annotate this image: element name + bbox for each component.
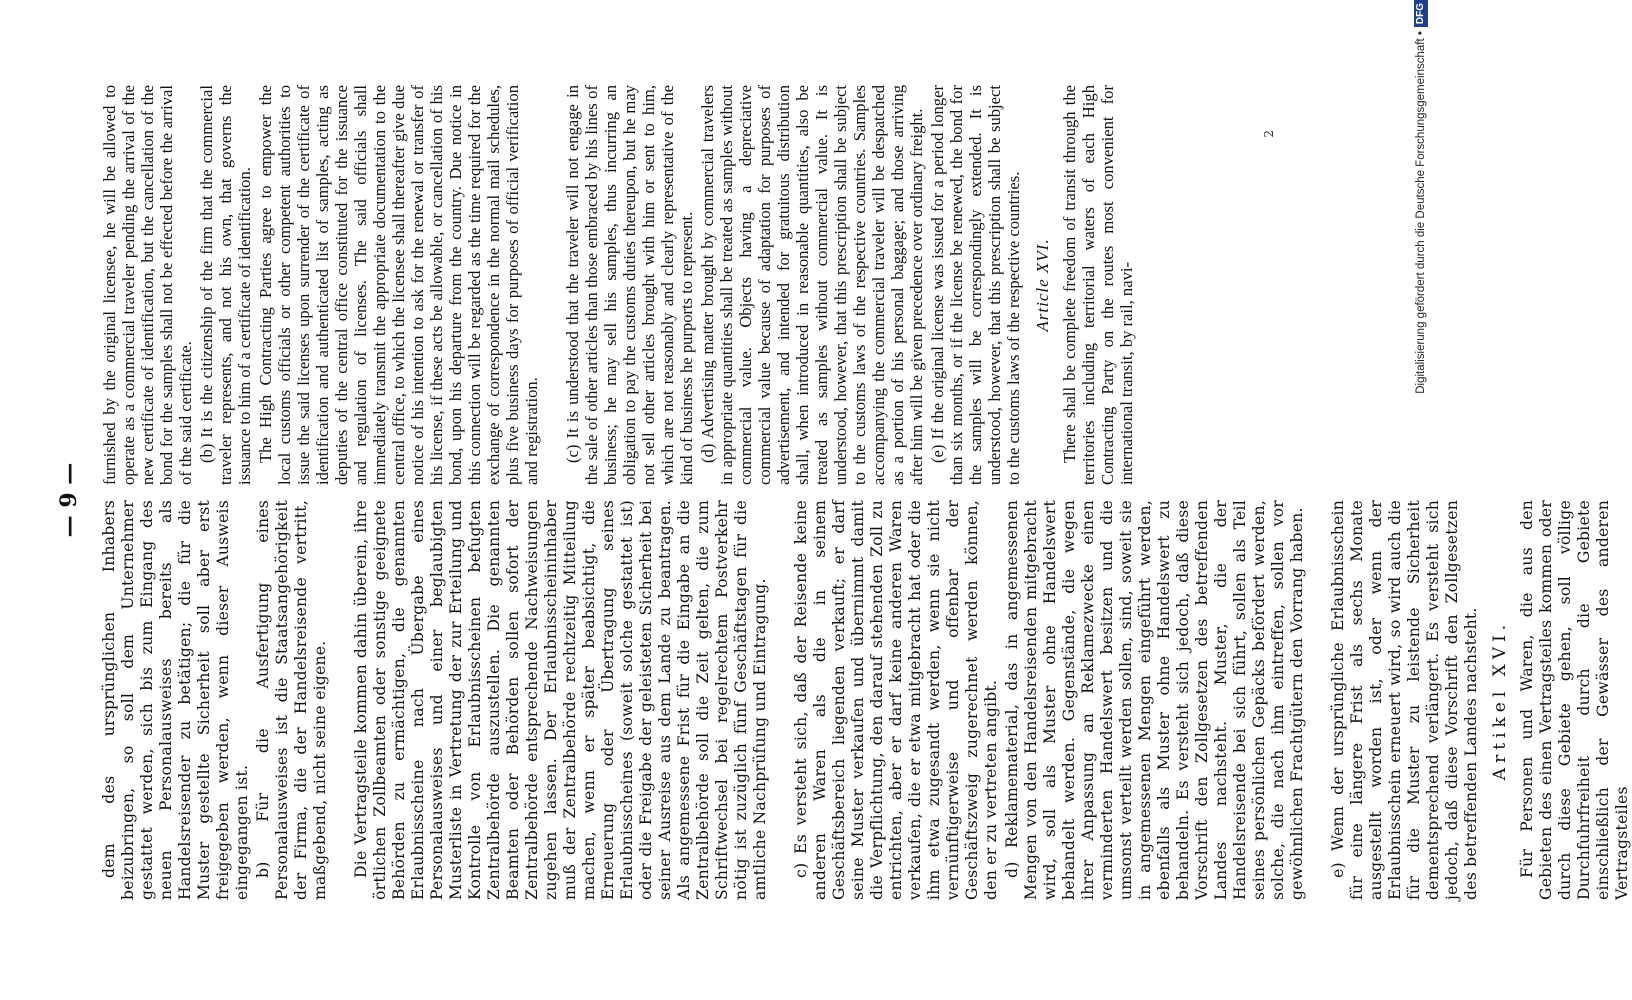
german-paragraph-5: d) Reklamematerial, das in angemessenen Mengen von den Handelsreisenden mitgebracht wird, soll als Muster ohne Handelswert behandelt werden. Gegenstände, die wegen ihrer Anpassung an Reklamezwecke einen verminderten Handelswert besitzen und die umsonst verteilt werden sollen, sind, soweit sie in angemessenen Mengen eingeführt werden, ebenfalls als Muster ohne Handelswert zu behandeln. Es versteht sich jedoch, daß diese Vorschrift den Zollgesetzen des betreffenden Landes nachsteht. Muster, die der Handelsreisende bei sich führt, sollen als Teil seines persönlichen Gepäcks befördert werden, solche, die nach ihm eintreffen, sollen vor gewöhnlichen Frachtgütern den Vorrang haben. xyxy=(1003,500,1306,900)
credit-text: Digitalisierung gefördert durch die Deutsche Forschungsgemeinschaft • xyxy=(1415,31,1427,394)
english-paragraph-3: The High Contracting Parties agree to empower the local customs officials or other competent authorities to issue the said licenses upon surrender of the certificate of identification and authenticated list of samples, acting as deputies of the central office constituted for the issuance and regulation of licenses. The said officials shall immediately transmit the appropriate documentation to the central office, to which the licensee shall thereafter give due notice of his intention to ask for the renewal or transfer of his license, if these acts be allowable, or cancellation of his bond, upon his departure from the country. Due notice in this connection will be regarded as the time required for the exchange of correspondence in the normal mail schedules, plus five business days for purposes of official verification and registration. xyxy=(256,85,541,485)
german-paragraph-4: c) Es versteht sich, daß der Reisende keine anderen Waren als die in seinem Geschäftsbereich liegenden verkauft; er darf seine Muster verkaufen und übernimmt damit die Verpflichtung, den darauf stehenden Zoll zu entrichten, aber er darf keine anderen Waren verkaufen, die er etwa mitgebracht hat oder die ihm etwa zugesandt werden, wenn sie nicht vernünftigerweise und offenbar der Geschäftszweig zugerechnet werden können, den er zu vertreten angibt. xyxy=(792,500,1000,900)
german-paragraph-2: b) Für die Ausfertigung eines Personalausweises ist die Staatsangehörigkeit der Firma, die der Handelsreisende vertritt, maßgebend, nicht seine eigene. xyxy=(254,500,329,900)
english-paragraph-4: (c) It is understood that the traveler will not engage in the sale of other articles than those embraced by his lines of business; he may sell his samples, thus incurring an obligation to pay the customs duties thereupon, but he may not sell other articles brought with him or sent to him, which are not reasonably and clearly representative of the kind of business he purports to represent. xyxy=(563,85,696,485)
english-final-paragraph: There shall be complete freedom of transit through the territories including territorial waters of each High Contracting Party on the routes most convenient for international transit, by rail, navi- xyxy=(1060,85,1136,485)
english-article-heading: Article XVI. xyxy=(1033,238,1052,332)
english-paragraph-6: (e) If the original license was issued for a period longer than six months, or if the license be renewed, the bond for the samples will be correspondingly extended. It is understood, however, that this prescription shall be subject to the customs laws of the respective countries. xyxy=(928,85,1023,485)
english-paragraph-2: (b) It is the citizenship of the firm that the commercial traveler represents, and not his own, that governs the issuance to him of a certificate of identification. xyxy=(197,85,254,485)
german-article-heading: Artikel XVI. xyxy=(1490,619,1510,781)
german-column xyxy=(100,500,1631,900)
dfg-logo: DFG xyxy=(1414,0,1428,27)
german-paragraph-3: Die Vertragsteile kommen dahin überein, ihre örtlichen Zollbeamten oder sonstige geeignete Behörden zu ermächtigen, die genannten Erlaubnisscheine nach Übergabe eines Personalausweises und einer beglaubigten Musterliste in Vertretung der zur Erteilung und Kontrolle von Erlaubnisscheinen befugten Zentralbehörde auszustellen. Die genannten Beamten oder Behörden sollen sofort der Zentralbehörde entsprechende Nachweisungen zugehen lassen. Der Erlaubnisscheininhaber muß der Zentralbehörde rechtzeitig Mitteilung machen, wenn er später beabsichtigt, die Erneuerung oder Übertragung seines Erlaubnisscheines (soweit solche gestattet ist) oder die Freigabe der geleisteten Sicherheit bei seiner Ausreise aus dem Lande zu beantragen. Als angemessene Frist für die Eingabe an die Zentralbehörde soll die Zeit gelten, die zum Schriftwechsel bei regelrechtem Postverkehr nötig ist zuzüglich fünf Geschäftstagen für die amtliche Nachprüfung und Eintragung. xyxy=(352,500,769,900)
page-number: — 9 — xyxy=(56,462,82,538)
footer-mark: 2 xyxy=(1262,130,1276,138)
english-paragraph-1: furnished by the original licensee, he will be allowed to operate as a commercial traveler pending the arrival of the new certificate of identification, but the cancellation of the bond for the samples shall not be effected before the arrival of the said certificate. xyxy=(100,85,195,485)
german-final-paragraph: Für Personen und Waren, die aus den Gebieten des einen Vertragsteiles kommen oder durch diese Gebiete gehen, soll völlige Durchfuhrfreiheit durch die Gebiete einschließlich der Gewässer des anderen Vertragsteiles xyxy=(1518,500,1631,900)
english-paragraph-5: (d) Advertising matter brought by commercial travelers in appropriate quantities shall be treated as samples without commercial value. Objects having a depreciative commercial value because of adaptation for purposes of advertisement, and intended for gratuitous distribution shall, when introduced in reasonable quantities, also be treated as samples without commercial value. It is understood, however, that this prescription shall be subject to the customs laws of the respective countries. Samples accompanying the commercial traveler will be despatched as a portion of his personal baggage; and those arriving after him will be given precedence over ordinary freight. xyxy=(698,85,926,485)
german-paragraph-1: dem des ursprünglichen Inhabers beizubringen, so soll dem Unternehmer gestattet werden, sich bis zum Eingang des neuen Personalausweises bereits als Handelsreisender zu betätigen; die für die Muster gestellte Sicherheit soll aber erst freigegeben werden, wenn dieser Ausweis eingegangen ist. xyxy=(100,500,251,900)
english-column xyxy=(100,85,1240,485)
german-paragraph-6: e) Wenn der ursprüngliche Erlaubnisschein für eine längere Frist als sechs Monate ausgestellt worden ist, oder wenn der Erlaubnisschein erneuert wird, so wird auch die für die Muster zu leistende Sicherheit dementsprechend verlängert. Es versteht sich jedoch, daß diese Vorschrift den Zollgesetzen des betreffenden Landes nachsteht. xyxy=(1329,500,1480,900)
digitization-credit xyxy=(1412,0,1430,1000)
